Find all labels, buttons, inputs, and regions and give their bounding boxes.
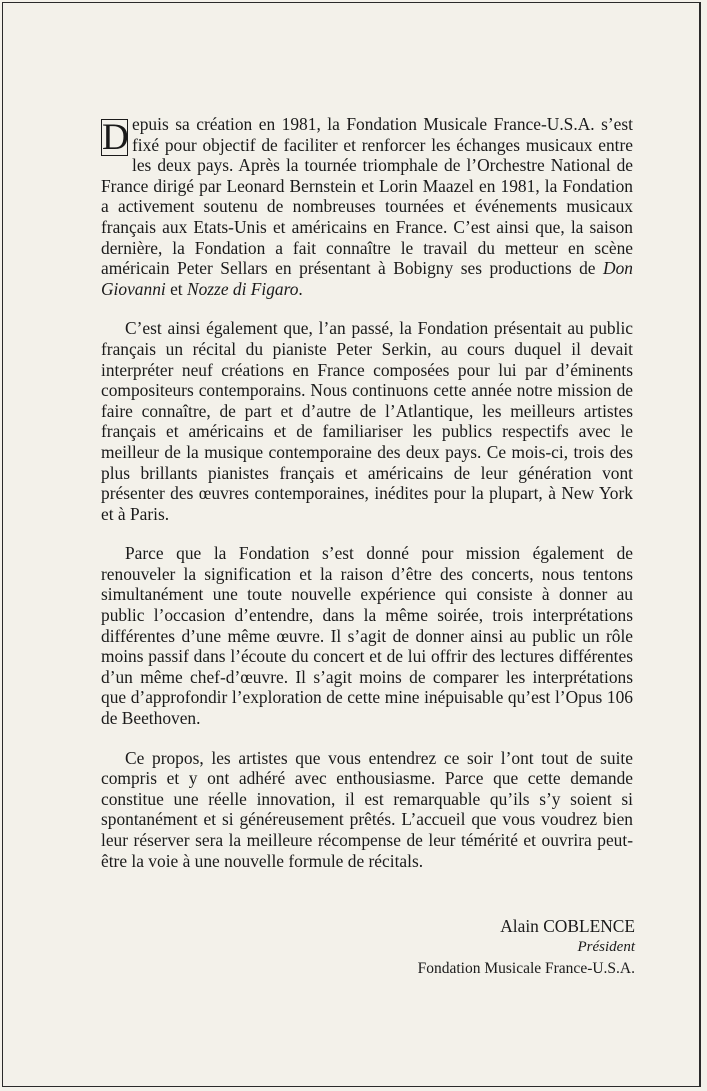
signature-block xyxy=(418,916,635,979)
signatory-organization: Fondation Musicale France-U.S.A. xyxy=(417,960,635,977)
paragraph-1 xyxy=(101,114,633,299)
paragraph-3: Parce que la Fondation s’est donné pour mission également de renouveler la signification et la raison d’être des concerts, nous tentons simultanément une toute nouvelle expérience qui consiste à donner au public l’occasion d’entendre, dans la même soirée, trois interprétations différentes d’une même œuvre. Il s’agit de donner ainsi au public un rôle moins passif dans l’écoute du concert et de lui offrir des lectures différentes d’un même chef-d’œuvre. Il s’agit moins de comparer les interprétations que d’approfondir l’exploration de cette mine inépuisable qu’est l’Opus 106 de Beethoven. xyxy=(101,543,633,729)
signatory-title: Président xyxy=(577,939,635,955)
signatory-name: Alain COBLENCE xyxy=(500,916,635,936)
conjunction: et xyxy=(165,278,187,299)
paragraph-4: Ce propos, les artistes que vous entendrez ce soir l’ont tout de suite compris et y ont adhéré avec enthousiasme. Parce que cette demande constitue une réelle innovation, il est remarquable qu’ils s’y soient si spontanément et si généreusement prêtés. L’accueil que vous voudrez bien leur réserver sera la meilleure récompense de leur témérité et ouvrira peut-être la voie à une nouvelle formule de récitals. xyxy=(101,747,633,871)
drop-cap: D xyxy=(102,117,129,158)
paragraph-1-text: epuis sa création en 1981, la Fondation Musicale France-U.S.A. s’est fixé pour objectif de faciliter et renforcer les échanges musicaux entre les deux pays. Après la tournée triomphale de l’Orchestre National de France dirigé par Leonard Bernstein et Lorin Maazel en 1981, la Fondation a activement soutenu de nombreuses tournées et événements musicaux français aux Etats-Unis et américains en France. C’est ainsi que, la saison dernière, la Fondation a fait connaître le travail du metteur en scène américain Peter Sellars en présentant à Bobigny ses productions de xyxy=(101,114,633,279)
work-title-nozze-di-figaro: Nozze di Figaro xyxy=(186,278,299,299)
work-title-don-giovanni: Don Giovanni xyxy=(101,258,633,299)
period: . xyxy=(298,278,303,299)
letter-body xyxy=(101,114,633,890)
paragraph-2: C’est ainsi également que, l’an passé, la Fondation présentait au public français un récital du pianiste Peter Serkin, au cours duquel il devait interpréter neuf créations en France composées pour lui par d’éminents compositeurs contemporains. Nous continuons cette année notre mission de faire connaître, de part et d’autre de l’Atlantique, les meilleurs artistes français et américains et de familiariser les publics respectifs avec le meilleur de la musique contemporaine des deux pays. Ce mois-ci, trois des plus brillants pianistes français et américains de leur génération vont présenter des œuvres contemporaines, inédites pour la plupart, à New York et à Paris. xyxy=(101,318,633,524)
